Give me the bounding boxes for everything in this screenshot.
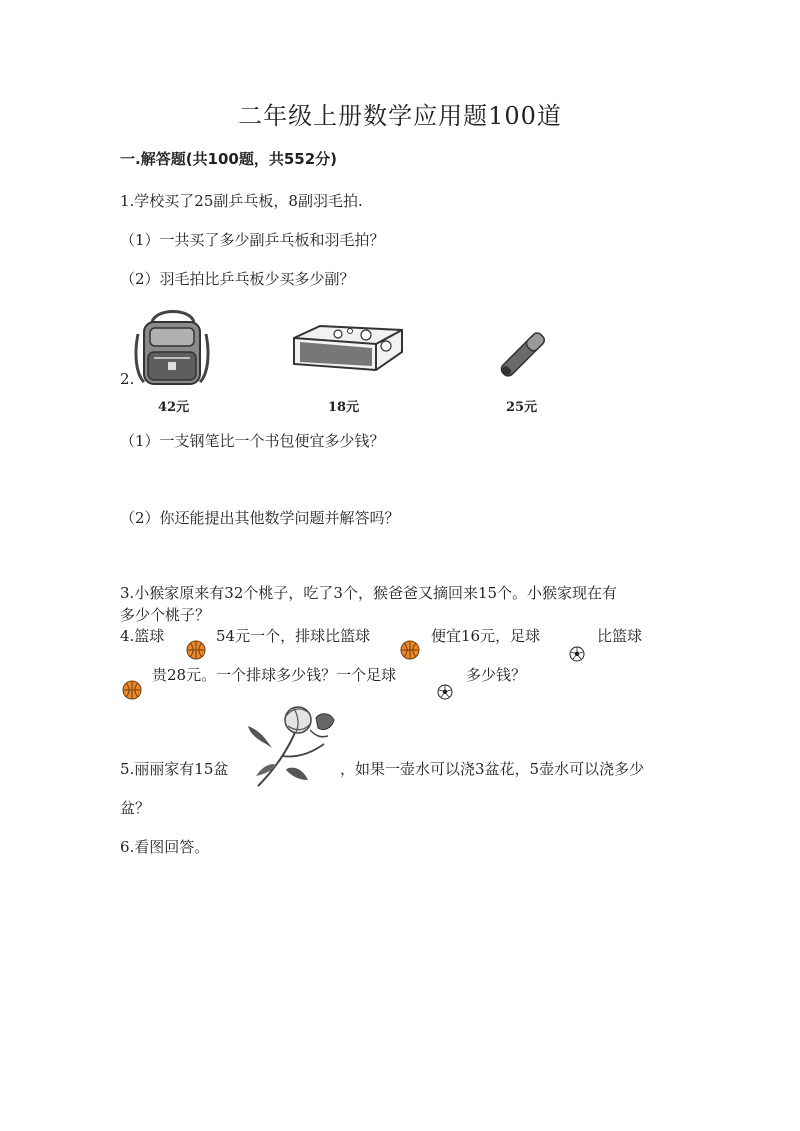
question-4-text-1: 4.篮球 [120,627,165,645]
backpack-icon [132,306,212,390]
question-5-text-2: ，如果一壶水可以浇3盆花，5壶水可以浇多少 [340,760,645,778]
question-2-sub-1: （1）一支钢笔比一个书包便宜多少钱？ [120,432,385,450]
question-2-number: 2. [120,370,135,388]
question-4-text-4: 比篮球 [597,627,643,645]
basketball-icon [400,640,420,660]
question-4-text-2: 54元一个，排球比篮球 [216,627,371,645]
page-title: 二年级上册数学应用题100道 [238,102,562,130]
question-4-text-3: 便宜16元，足球 [431,627,541,645]
backpack-price: 42元 [158,400,190,415]
question-4-text-6: 多少钱？ [466,666,527,684]
question-3-line-2: 多少个桃子？ [120,606,211,624]
question-6-stem: 6.看图回答。 [120,838,210,856]
question-4-text-5: 贵28元。一个排球多少钱？一个足球 [152,666,397,684]
basketball-icon [186,640,206,660]
pen-price: 25元 [506,400,538,415]
pencil-case-price: 18元 [328,400,360,415]
question-5-text-1: 5.丽丽家有15盆 [120,760,229,778]
pen-icon [494,326,552,384]
question-1-sub-1: （1）一共买了多少副乒乓板和羽毛拍？ [120,231,385,249]
question-5-text-3: 盆？ [120,799,151,817]
section-heading: 一.解答题(共100题，共552分) [120,150,338,168]
flower-icon [244,700,340,792]
soccer-ball-icon [437,684,453,700]
soccer-ball-icon [569,646,585,662]
question-2-sub-2: （2）你还能提出其他数学问题并解答吗？ [120,509,400,527]
basketball-icon [122,680,142,700]
pencil-case-icon [290,322,406,374]
question-3-line-1: 3.小猴家原来有32个桃子，吃了3个，猴爸爸又摘回来15个。小猴家现在有 [120,584,618,602]
question-1-sub-2: （2）羽毛拍比乒乓板少买多少副？ [120,270,355,288]
question-1-stem: 1.学校买了25副乒乓板，8副羽毛拍. [120,192,363,210]
